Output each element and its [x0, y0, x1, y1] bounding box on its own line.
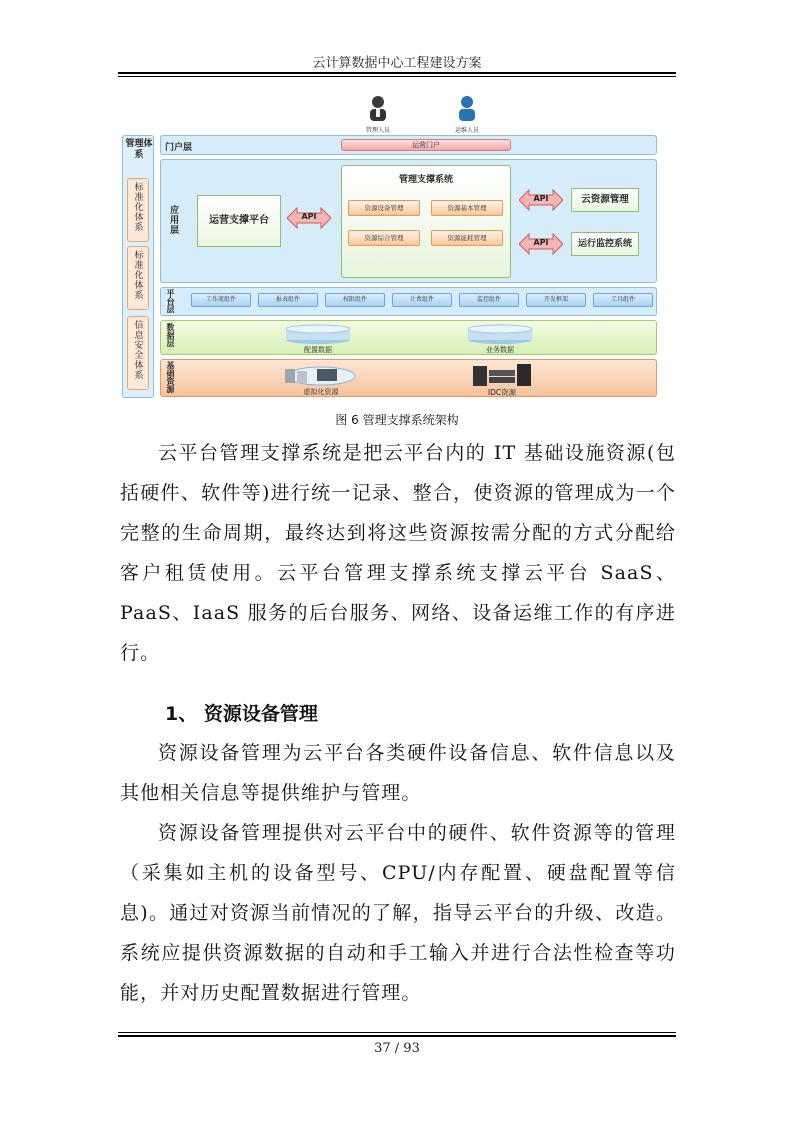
architecture-diagram: [118, 95, 662, 403]
header-rule: [118, 72, 676, 74]
module-basic-mgmt: 资源基本管理: [431, 200, 503, 216]
paragraph-device-mgmt-detail: 资源设备管理提供对云平台中的硬件、软件资源等的管理（采集如主机的设备型号、CPU/内存配置、硬盘配置等信息)。通过对资源当前情况的了解，指导云平台的升级、改造。系统应提供资源数据的自动和手工输入并进行合法性检查等功能，并对历史配置数据进行管理。: [120, 822, 676, 1004]
infrastructure-layer: 基础资源 虚拟化资源 IDC资源: [160, 359, 657, 397]
page-number: 37 / 93: [374, 1041, 420, 1056]
cloud-resource-mgmt: 云资源管理: [571, 188, 639, 212]
footer-rule: [118, 1035, 676, 1037]
component-monitor: 监控组件: [459, 293, 519, 307]
component-report: 报表组件: [258, 293, 318, 307]
figure-caption: 图 6 管理支撑系统架构: [335, 413, 459, 427]
idc-resource-label: IDC资源: [487, 388, 517, 397]
module-device-mgmt: 资源设备管理: [348, 200, 420, 216]
database-icon: [285, 323, 351, 345]
runtime-monitor-system: 运行监控系统: [571, 232, 639, 256]
section-heading: 1、 资源设备管理: [165, 703, 318, 725]
ops-person: 运维人员: [447, 95, 487, 134]
mgmt-support-system: [341, 165, 511, 278]
paragraph-intro: 云平台管理支撑系统是把云平台内的 IT 基础设施资源(包括硬件、软件等)进行统一记录、整合，使资源的管理成为一个完整的生命周期，最终达到将这些资源按需分配的方式分配给客户租赁使用。云平台管理支撑系统支撑云平台 SaaS、PaaS、IaaS 服务的后台服务、网络、设备运维工作的有序进行。: [120, 442, 676, 664]
footer-rule-thin: [118, 1032, 676, 1033]
management-column: [122, 135, 154, 398]
component-workflow: 工作流组件: [191, 293, 251, 307]
platform-layer: 平台层 工作流组件 报表组件 权限组件 计费组件 监控组件 开发框架 工具组件: [160, 287, 657, 316]
paragraph-device-mgmt: 资源设备管理为云平台各类硬件设备信息、软件信息以及其他相关信息等提供维护与管理。: [120, 742, 676, 804]
virtual-resource-label: 虚拟化资源: [303, 388, 339, 396]
component-permission: 权限组件: [325, 293, 385, 307]
user-icon: [368, 95, 388, 121]
portal-layer: 门户层 运营门户: [160, 135, 657, 155]
config-data-label: 配置数据: [304, 346, 332, 354]
mgmt-system-title: 管理支撑系统: [398, 175, 453, 185]
module-energy-mgmt: 资源能耗管理: [431, 230, 503, 246]
application-layer: 应用层 运营支撑平台 API 管理支撑系统 资源设备管理 资源基本管理 资源综合管理 资源能耗管理 API API 云资源管理 运行监控系统: [160, 159, 657, 283]
component-dev-framework: 开发框架: [526, 293, 586, 307]
management-column-title: 管理体系: [125, 139, 153, 160]
data-layer: 数据层 配置数据 业务数据: [160, 320, 657, 355]
module-integrated-mgmt: 资源综合管理: [348, 230, 420, 246]
standard-system-2: 标准化体系: [127, 246, 149, 310]
user-icon: [457, 95, 477, 121]
ops-support-platform: 运营支撑平台: [197, 195, 281, 247]
virtualization-cloud-icon: [281, 363, 357, 387]
standard-system-1: 标准化体系: [127, 178, 149, 242]
component-billing: 计费组件: [392, 293, 452, 307]
security-system: 信息安全体系: [127, 316, 149, 390]
server-rack-icon: [471, 362, 533, 388]
admin-person: 管理人员: [358, 95, 398, 134]
component-tools: 工具组件: [593, 293, 653, 307]
business-data-label: 业务数据: [486, 346, 514, 354]
portal-box: 运营门户: [341, 139, 511, 151]
database-icon: [467, 323, 533, 345]
header-rule-thin: [118, 76, 676, 77]
running-header: 云计算数据中心工程建设方案: [312, 56, 482, 71]
